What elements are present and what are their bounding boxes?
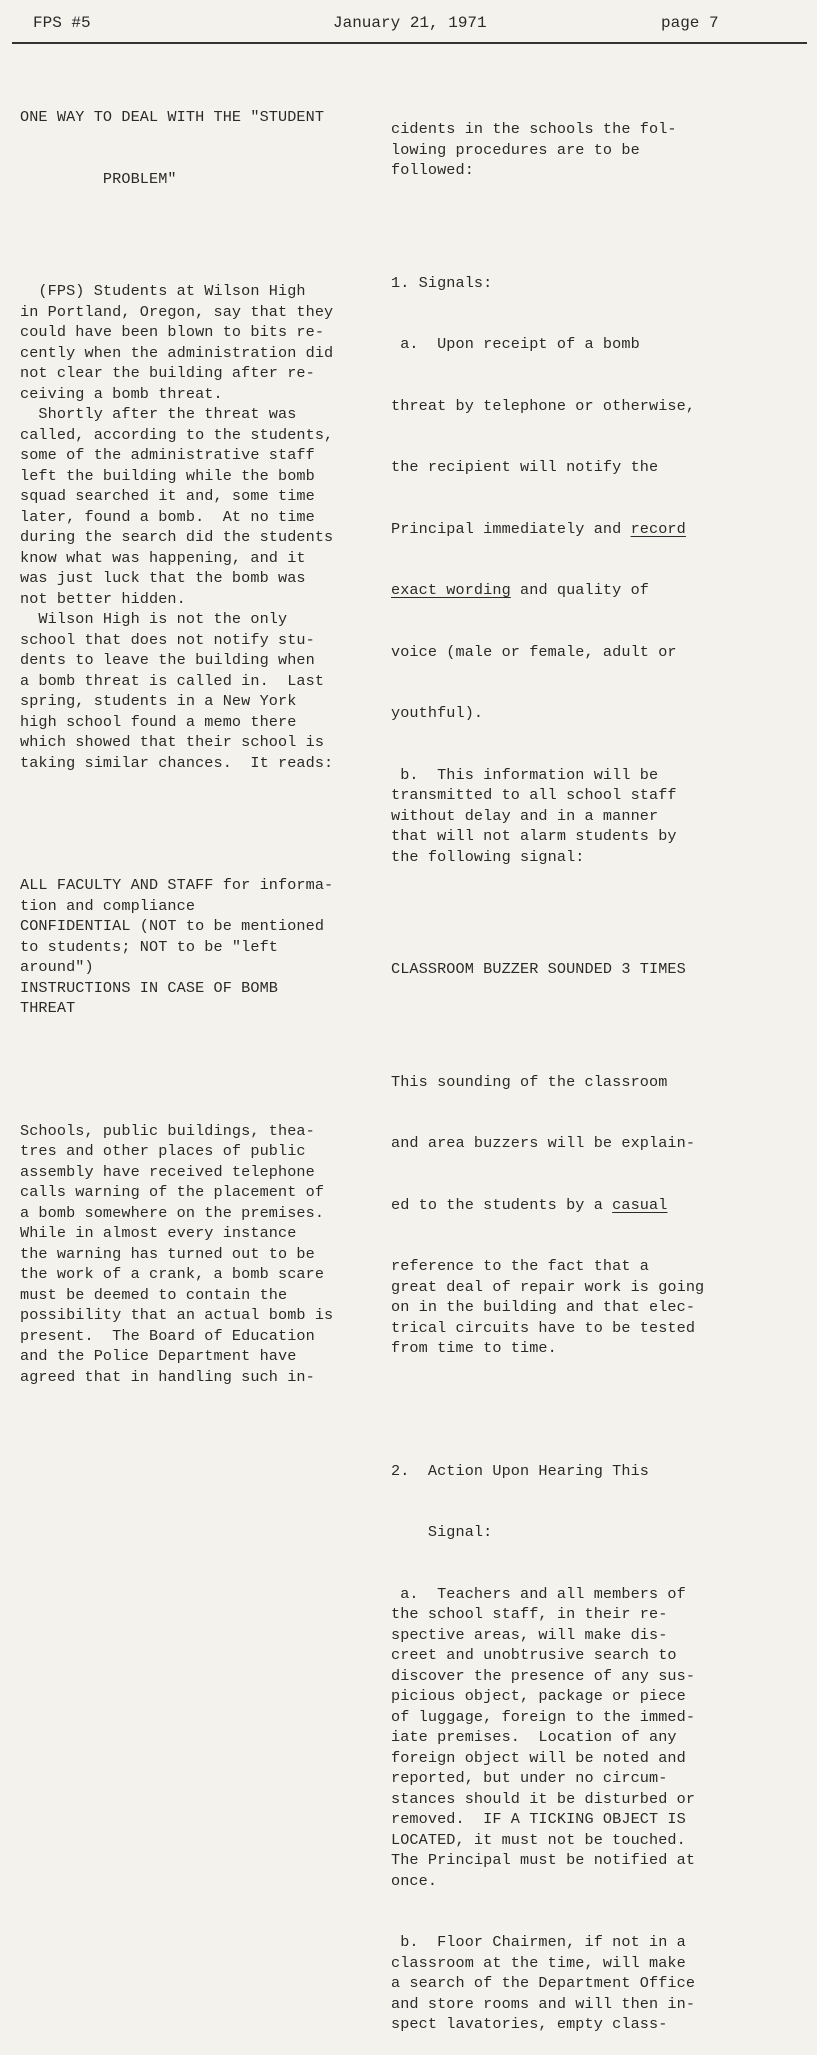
sounding-line (391, 1195, 811, 1216)
memo-intro-line: cidents in the schools the fol- (391, 120, 677, 138)
action-heading: Signal: (391, 1523, 493, 1541)
sounding-line: great deal of repair work is going (391, 1277, 705, 1296)
newsletter-issue: FPS #5 (33, 14, 91, 32)
signals-b-line: b. This information will be (391, 765, 659, 784)
underlined-exact-wording: exact wording (391, 581, 511, 599)
action-a-line: once. (391, 1871, 438, 1890)
article-line: some of the administrative staff (20, 446, 315, 464)
article-line: taking similar chances. It reads: (20, 753, 334, 772)
article-line: left the building while the bomb (20, 466, 315, 485)
article-line: called, according to the students, (20, 425, 334, 444)
action-a-line: spective areas, will make dis- (391, 1625, 668, 1644)
signals-a-text: and quality of (510, 581, 650, 599)
article-line: spring, students in a New York (20, 692, 297, 710)
memo-body-line: assembly have received telephone (20, 1162, 315, 1181)
signals-a-line: a. Upon receipt of a bomb (391, 335, 640, 353)
sounding-line: reference to the fact that a (391, 1257, 649, 1275)
memo-header-line: around") (20, 958, 94, 976)
article-line: (FPS) Students at Wilson High (20, 282, 306, 300)
spacer (391, 1400, 811, 1420)
signals-a-line: threat by telephone or otherwise, (391, 396, 696, 415)
memo-body-line: calls warning of the placement of (20, 1183, 325, 1201)
memo-body-line: the warning has turned out to be (20, 1244, 315, 1263)
action-a-line: reported, but under no circum- (391, 1769, 668, 1787)
signals-a-line (391, 519, 811, 540)
article-line: Shortly after the threat was (20, 405, 297, 423)
action-a-line: of luggage, foreign to the immed- (391, 1707, 696, 1726)
signals-b-line: transmitted to all school staff (391, 786, 677, 804)
memo-body-line: While in almost every instance (20, 1224, 297, 1242)
action-a-line: picious object, package or piece (391, 1687, 686, 1705)
article-line: during the search did the students (20, 528, 334, 546)
spacer (20, 230, 390, 240)
signals-a-line: youthful). (391, 704, 484, 722)
memo-intro-line: lowing procedures are to be (391, 140, 640, 159)
sounding-rest (391, 1256, 811, 1359)
left-column (20, 66, 390, 1408)
spacer (391, 222, 811, 232)
article-line: which showed that their school is (20, 733, 325, 751)
memo-body-line: possibility that an actual bomb is (20, 1306, 334, 1324)
memo-header-line: THREAT (20, 999, 76, 1017)
action-a-line: The Principal must be notified at (391, 1851, 696, 1869)
article-line: not better hidden. (20, 589, 186, 608)
signals-b (391, 765, 811, 868)
article-line: Wilson High is not the only (20, 610, 288, 628)
article-line: high school found a memo there (20, 712, 297, 731)
sounding-text: ed to the students by a (391, 1195, 613, 1214)
action-b-line: classroom at the time, will make (391, 1953, 686, 1972)
action-a-line: discover the presence of any sus- (391, 1666, 696, 1685)
action-a-line: stances should it be disturbed or (391, 1789, 696, 1808)
memo-body (20, 1121, 390, 1388)
action-b (391, 1932, 811, 2035)
memo-header-line: tion and compliance (20, 896, 196, 915)
article-line: squad searched it and, some time (20, 487, 315, 505)
action-b-line: a search of the Department Office (391, 1974, 696, 1992)
article-line: school that does not notify stu- (20, 630, 315, 649)
article-title-line-1: ONE WAY TO DEAL WITH THE "STUDENT (20, 108, 325, 126)
memo-header (20, 875, 390, 1019)
action-a (391, 1584, 811, 1892)
signals-b-line: without delay and in a manner (391, 806, 659, 825)
article-line: was just luck that the bomb was (20, 569, 306, 587)
article-title-line-2: PROBLEM" (20, 169, 177, 188)
memo-body-line: present. The Board of Education (20, 1326, 315, 1345)
memo-header-line: ALL FACULTY AND STAFF for informa- (20, 876, 334, 894)
buzzer-signal: CLASSROOM BUZZER SOUNDED 3 TIMES (391, 960, 686, 978)
signals-b-line: the following signal: (391, 847, 585, 866)
header-rule (12, 42, 807, 44)
article-line: know what was happening, and it (20, 548, 306, 567)
memo-header-line: INSTRUCTIONS IN CASE OF BOMB (20, 978, 278, 997)
action-a-line: iate premises. Location of any (391, 1728, 677, 1746)
signals-b-line: that will not alarm students by (391, 827, 677, 845)
spacer (20, 1060, 390, 1080)
sounding-line: on in the building and that elec- (391, 1298, 696, 1316)
page-header (0, 0, 817, 44)
memo-body-line: the work of a crank, a bomb scare (20, 1265, 325, 1283)
action-a-line: foreign object will be noted and (391, 1748, 686, 1767)
sounding-line: and area buzzers will be explain- (391, 1134, 696, 1152)
signals-heading: 1. Signals: (391, 273, 493, 292)
action-b-line: spect lavatories, empty class- (391, 2015, 668, 2033)
action-a-line: a. Teachers and all members of (391, 1584, 686, 1603)
signals-a-line: voice (male or female, adult or (391, 642, 677, 661)
page-number: page 7 (661, 14, 719, 32)
sounding-line: from time to time. (391, 1339, 557, 1357)
spacer (20, 814, 390, 834)
action-b-line: b. Floor Chairmen, if not in a (391, 1933, 686, 1951)
article-line: in Portland, Oregon, say that they (20, 302, 334, 321)
spacer (391, 908, 811, 918)
signals-a-line (391, 580, 811, 601)
article-line: not clear the building after re- (20, 364, 315, 382)
sounding-line: trical circuits have to be tested (391, 1318, 696, 1337)
right-column (391, 78, 811, 2055)
underlined-casual: casual (612, 1195, 668, 1214)
memo-body-line: must be deemed to contain the (20, 1285, 288, 1304)
spacer (391, 1021, 811, 1031)
memo-body-line: tres and other places of public (20, 1142, 306, 1160)
article-line: later, found a bomb. At no time (20, 507, 315, 526)
underlined-record: record (630, 519, 686, 538)
memo-body-line: a bomb somewhere on the premises. (20, 1203, 325, 1222)
signals-a-line: the recipient will notify the (391, 458, 659, 476)
memo-intro (391, 119, 811, 181)
action-a-line: creet and unobtrusive search to (391, 1646, 677, 1664)
article-body (20, 281, 390, 773)
article-line: could have been blown to bits re- (20, 323, 325, 341)
article-line: a bomb threat is called in. Last (20, 671, 325, 690)
memo-header-line: to students; NOT to be "left (20, 937, 278, 956)
article-line: dents to leave the building when (20, 651, 315, 669)
memo-header-line: CONFIDENTIAL (NOT to be mentioned (20, 917, 325, 935)
article-line: cently when the administration did (20, 343, 334, 362)
memo-body-line: agreed that in handling such in- (20, 1367, 315, 1386)
article-line: ceiving a bomb threat. (20, 384, 223, 403)
action-b-line: and store rooms and will then in- (391, 1994, 696, 2013)
action-a-line: LOCATED, it must not be touched. (391, 1830, 686, 1849)
issue-date: January 21, 1971 (333, 14, 487, 32)
action-heading: 2. Action Upon Hearing This (391, 1461, 649, 1480)
memo-intro-line: followed: (391, 161, 474, 179)
sounding-line: This sounding of the classroom (391, 1072, 668, 1091)
action-a-line: removed. IF A TICKING OBJECT IS (391, 1810, 686, 1828)
memo-body-line: Schools, public buildings, thea- (20, 1121, 315, 1140)
memo-body-line: and the Police Department have (20, 1347, 297, 1365)
action-a-line: the school staff, in their re- (391, 1605, 668, 1623)
signals-a-text: Principal immediately and (391, 519, 631, 538)
